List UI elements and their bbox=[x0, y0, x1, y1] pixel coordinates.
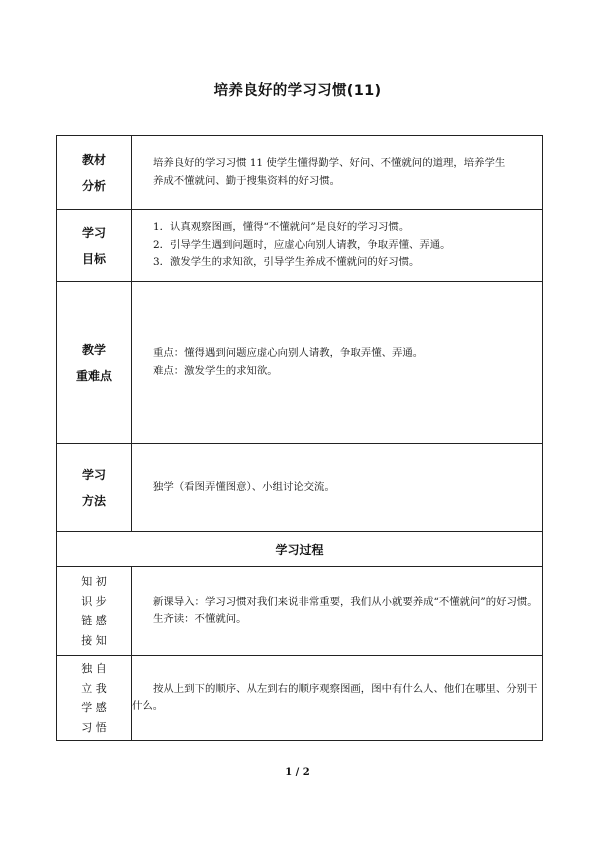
row-label bbox=[57, 136, 132, 210]
label-line: 接 知 bbox=[81, 633, 107, 647]
content-line: 独学（看图弄懂图意）、小组讨论交流。 bbox=[153, 480, 335, 493]
content-line: 按从上到下的顺序、从左到右的顺序观察图画，图中有什么人、他们在哪里、分别干什么。 bbox=[132, 682, 538, 712]
label-line: 方法 bbox=[81, 493, 106, 508]
content-line: 培养良好的学习习惯 11 使学生懂得勤学、好问、不懂就问的道理，培养学生 bbox=[153, 157, 506, 169]
content-line: 3．激发学生的求知欲，引导学生养成不懂就问的好习惯。 bbox=[153, 256, 420, 269]
row-content bbox=[132, 444, 543, 532]
lesson-plan-table bbox=[56, 135, 543, 741]
content-line: 生齐读：不懂就问。 bbox=[153, 613, 247, 625]
row-label bbox=[57, 656, 132, 741]
table-row-key-difficulties bbox=[57, 282, 543, 444]
row-label bbox=[57, 282, 132, 444]
section-title: 学习过程 bbox=[57, 532, 543, 567]
label-line: 学习 bbox=[81, 467, 106, 482]
label-line: 习 悟 bbox=[81, 720, 107, 734]
content-line: 重点：懂得遇到问题应虚心向别人请教，争取弄懂、弄通。 bbox=[153, 347, 424, 359]
label-line: 学 感 bbox=[81, 701, 107, 714]
row-content bbox=[132, 656, 543, 741]
content-line: 2．引导学生遇到问题时，应虚心向别人请教，争取弄懂、弄通。 bbox=[153, 238, 451, 251]
table-row-learning-goals bbox=[57, 210, 543, 282]
row-label bbox=[57, 210, 132, 282]
content-line: 1．认真观察图画，懂得“不懂就问”是良好的学习习惯。 bbox=[153, 221, 410, 234]
label-line: 识 步 bbox=[81, 594, 107, 608]
document-title: 培养良好的学习习惯(11) bbox=[213, 83, 382, 99]
label-line: 重难点 bbox=[75, 368, 112, 383]
label-line: 教学 bbox=[81, 342, 106, 357]
content-line: 新课导入：学习习惯对我们来说非常重要，我们从小就要养成“不懂就问”的好习惯。 bbox=[153, 595, 538, 608]
label-line: 目标 bbox=[81, 251, 106, 266]
table-row-textbook-analysis bbox=[57, 136, 543, 210]
table-row-learning-method bbox=[57, 444, 543, 532]
row-content bbox=[132, 567, 543, 656]
row-content bbox=[132, 282, 543, 444]
label-line: 知 初 bbox=[81, 575, 107, 588]
label-line: 教材 bbox=[81, 152, 106, 167]
label-line: 立 我 bbox=[81, 681, 107, 695]
row-content bbox=[132, 210, 543, 282]
row-label bbox=[57, 567, 132, 656]
page-number: 1 / 2 bbox=[285, 767, 310, 778]
table-row-knowledge-link bbox=[57, 567, 543, 656]
content-line: 难点：激发学生的求知欲。 bbox=[153, 364, 278, 377]
label-line: 分析 bbox=[81, 178, 106, 193]
label-line: 链 感 bbox=[81, 614, 107, 627]
row-content bbox=[132, 136, 543, 210]
label-line: 学习 bbox=[81, 225, 106, 240]
table-row-independent-study bbox=[57, 656, 543, 741]
content-line: 养成不懂就问、勤于搜集资料的好习惯。 bbox=[153, 174, 341, 187]
table-row-section-header bbox=[57, 532, 543, 567]
label-line: 独 自 bbox=[81, 662, 107, 675]
row-label bbox=[57, 444, 132, 532]
